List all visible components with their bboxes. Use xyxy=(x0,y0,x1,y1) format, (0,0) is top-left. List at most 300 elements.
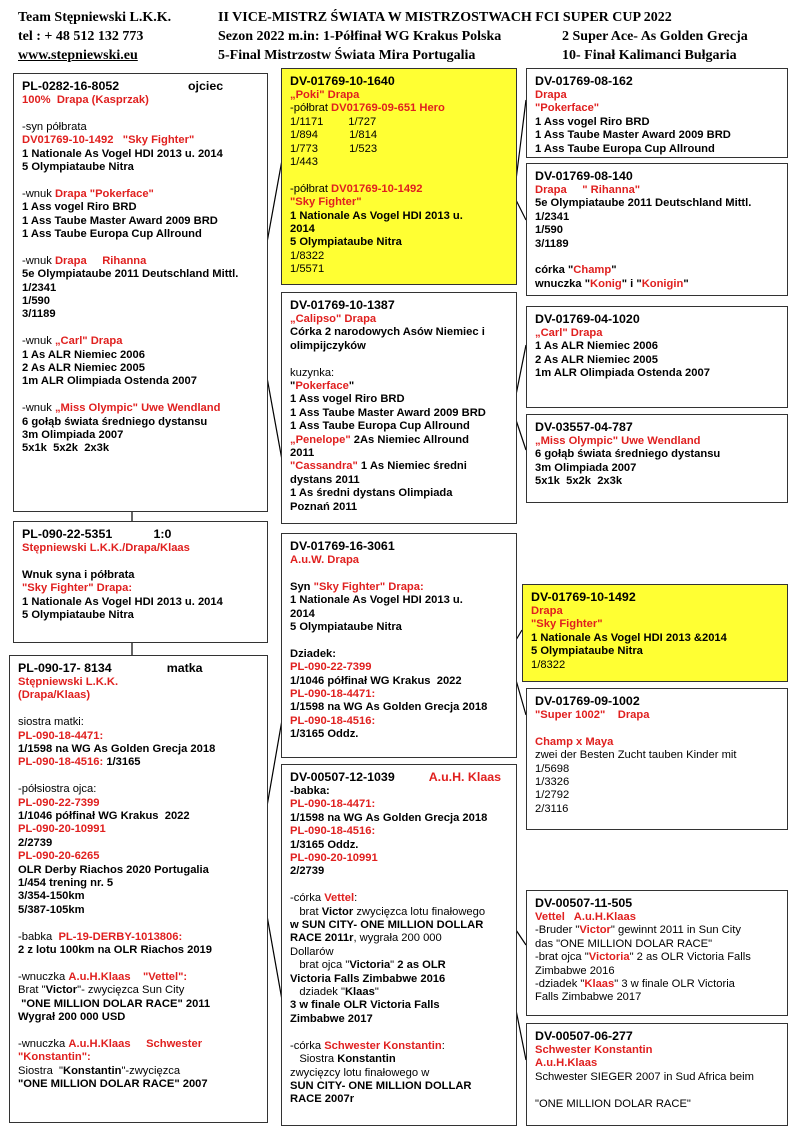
line-text: 6 gołąb świata średniego dystansu xyxy=(22,415,208,428)
card-line xyxy=(531,605,779,618)
line-text: 6 gołąb świata średniego dystansu xyxy=(535,448,721,461)
line-text: Siostra xyxy=(290,1053,338,1066)
line-text: 1/773 1/523 xyxy=(290,142,378,155)
grandmother-calipso-card xyxy=(281,292,517,524)
card-line xyxy=(535,763,779,776)
card-line xyxy=(18,850,259,863)
line-text: " gewinnt 2011 in Sun City xyxy=(610,924,741,937)
line-text: Konstantin xyxy=(63,1064,122,1077)
card-line xyxy=(535,965,779,978)
card-line xyxy=(18,1025,259,1038)
highlight-text: „Carl" Drapa xyxy=(535,327,603,339)
card-line xyxy=(535,354,779,367)
line-text: -półbrat xyxy=(290,102,332,115)
great-grandparent-carl-card xyxy=(526,306,788,408)
line-text: 5x1k 5x2k 2x3k xyxy=(535,475,623,488)
line-text: DV-00507-12-1039 xyxy=(290,770,429,784)
line-text: -brat ojca " xyxy=(535,951,589,964)
line-text: Poznań 2011 xyxy=(290,500,358,513)
card-line xyxy=(22,375,259,388)
card-line xyxy=(290,770,508,785)
line-text: 2 z lotu 100km na OLR Riachos 2019 xyxy=(18,944,212,957)
highlight-text: A.u.H.Klaas "Vettel": xyxy=(68,970,188,983)
card-line xyxy=(535,211,779,224)
line-text: kuzynka: xyxy=(290,366,335,379)
line-text: 1 Nationale As Vogel HDI 2013 u. xyxy=(290,594,463,607)
card-line xyxy=(18,864,259,877)
line-text: DV-01769-08-162 xyxy=(535,74,633,88)
line-text: , wygrała 200 000 xyxy=(353,932,442,945)
card-line xyxy=(18,971,259,984)
card-line xyxy=(535,340,779,353)
line-text: dziadek " xyxy=(290,986,345,999)
highlight-text: "Sky Fighter" xyxy=(290,196,362,209)
card-line xyxy=(290,906,508,919)
card-line xyxy=(290,839,508,852)
great-grandparent-rihanna-card xyxy=(526,163,788,296)
mother-card xyxy=(9,655,268,1123)
line-text: wnuczka " xyxy=(535,277,591,290)
card-line xyxy=(290,554,508,567)
card-line xyxy=(22,362,259,375)
card-line xyxy=(290,1026,508,1039)
card-line xyxy=(535,938,779,951)
card-line xyxy=(535,951,779,964)
card-line xyxy=(535,448,779,461)
card-line xyxy=(18,890,259,903)
line-text: : xyxy=(441,1039,445,1052)
card-line xyxy=(535,924,779,937)
card-line xyxy=(290,701,508,714)
highlight-text: Champ x Maya xyxy=(535,735,614,748)
subject-bird-card xyxy=(13,521,268,643)
line-text: -Bruder " xyxy=(535,924,580,937)
line-text: : xyxy=(354,892,358,905)
line-text: 1 Ass vogel Riro BRD xyxy=(290,393,405,406)
card-line xyxy=(290,1013,508,1026)
line-text: 1/1046 półfinał WG Krakus 2022 xyxy=(18,810,190,823)
card-line xyxy=(290,567,508,580)
highlight-text: Drapa Rihanna xyxy=(54,254,147,267)
card-line xyxy=(290,407,508,420)
website-link[interactable]: www.stepniewski.eu xyxy=(18,48,138,63)
card-line xyxy=(18,661,259,676)
line-text: DV-03557-04-787 xyxy=(535,420,633,434)
highlight-text: "Super 1002" Drapa xyxy=(535,709,650,721)
card-line xyxy=(531,618,779,631)
card-line xyxy=(535,116,779,129)
line-text: DV-00507-11-505 xyxy=(535,896,633,910)
line-text: Falls Zimbabwe 2017 xyxy=(535,991,642,1004)
card-line xyxy=(290,380,508,393)
telephone: tel : + 48 512 132 773 xyxy=(18,29,144,44)
line-text: 1 Ass Taube Master Award 2009 BRD xyxy=(535,129,731,142)
card-line xyxy=(535,184,779,197)
line-text: Siostra " xyxy=(18,1064,64,1077)
line-text: Victor xyxy=(45,984,78,997)
line-text: 1/1598 na WG As Golden Grecja 2018 xyxy=(290,811,488,824)
card-line xyxy=(535,736,779,749)
card-line xyxy=(22,596,259,609)
highlight-text: PL-090-18-4516: xyxy=(18,756,107,769)
line-text: Klaas xyxy=(344,986,375,999)
card-line xyxy=(535,694,779,709)
line-text: " xyxy=(390,959,398,972)
line-text: 1 As ALR Niemiec 2006 xyxy=(22,348,145,361)
highlight-text: Pokerface xyxy=(295,380,349,393)
card-line xyxy=(290,298,508,313)
line-text: " xyxy=(683,277,689,290)
line-text: 5e Olympiataube 2011 Deutschland Mittl. xyxy=(22,268,239,281)
card-line xyxy=(290,648,508,661)
card-line xyxy=(290,420,508,433)
card-line xyxy=(290,539,508,554)
card-line xyxy=(22,241,259,254)
highlight-text: Drapa xyxy=(535,89,567,101)
highlight-text: 100% Drapa (Kasprzak) xyxy=(22,94,149,106)
line-text: 1 Ass Taube Europa Cup Allround xyxy=(535,142,715,155)
card-line xyxy=(535,1029,779,1044)
card-line xyxy=(22,201,259,214)
line-text: " 2 as OLR Victoria Falls xyxy=(629,951,751,964)
line-text: 2011 xyxy=(290,447,315,460)
line-text: 1 Ass vogel Riro BRD xyxy=(535,115,650,128)
card-line xyxy=(22,335,259,348)
highlight-text: „Carl" Drapa xyxy=(54,335,123,348)
line-text: Brat " xyxy=(18,984,46,997)
highlight-text: "Sky Fighter" xyxy=(531,618,603,631)
line-text: 1/2341 xyxy=(535,210,570,223)
line-text: DV-01769-04-1020 xyxy=(535,312,640,326)
highlight-text: Vettel xyxy=(324,892,355,905)
line-text: Dziadek: xyxy=(290,647,337,660)
highlight-text: Drapa xyxy=(531,605,563,617)
card-line xyxy=(290,594,508,607)
line-text: 1 Nationale As Vogel HDI 2013 &2014 xyxy=(531,631,727,644)
line-text: Zimbabwe 2017 xyxy=(290,1012,373,1025)
card-line xyxy=(22,107,259,120)
card-line xyxy=(290,129,508,142)
card-line xyxy=(290,143,508,156)
card-line xyxy=(535,278,779,291)
line-text: Dollarów xyxy=(290,945,334,958)
card-line xyxy=(535,462,779,475)
line-text: 2/2739 xyxy=(290,865,325,878)
card-line xyxy=(535,420,779,435)
card-line xyxy=(22,121,259,134)
line-text: 5 Olympiataube Nitra xyxy=(290,236,402,249)
card-line xyxy=(22,582,259,595)
highlight-text: A.u.H. Klaas xyxy=(428,770,501,784)
card-line xyxy=(18,931,259,944)
line-text: zwei der Besten Zucht tauben Kinder mit xyxy=(535,749,737,762)
father-card xyxy=(13,73,268,512)
card-line xyxy=(22,188,259,201)
line-text: -syn półbrata xyxy=(22,120,87,133)
card-line xyxy=(22,527,259,542)
card-line xyxy=(290,460,508,473)
card-line xyxy=(18,703,259,716)
card-line xyxy=(18,756,259,769)
card-line xyxy=(290,340,508,353)
card-line xyxy=(290,263,508,276)
card-line xyxy=(290,487,508,500)
card-line xyxy=(18,998,259,1011)
card-line xyxy=(18,1065,259,1078)
highlight-text: „Calipso" Drapa xyxy=(290,313,377,325)
card-line xyxy=(18,904,259,917)
card-line xyxy=(535,1084,779,1097)
line-text: Konstantin xyxy=(337,1053,396,1066)
line-text: 1 Nationale As Vogel HDI 2013 u. 2014 xyxy=(22,147,223,160)
highlight-text: PL-090-18-4516: xyxy=(290,825,376,838)
card-line xyxy=(18,877,259,890)
line-text: -wnuczka xyxy=(18,970,69,983)
highlight-text: Stępniewski L.K.K./Drapa/Klaas xyxy=(22,542,190,554)
card-line xyxy=(535,911,779,924)
line-text: Victor xyxy=(321,905,354,918)
great-grandparent-konstantin-card xyxy=(526,1023,788,1126)
card-line xyxy=(22,174,259,187)
card-line xyxy=(290,675,508,688)
highlight-text: „Miss Olympic" Uwe Wendland xyxy=(54,402,221,415)
line-text: 1/590 xyxy=(535,224,563,237)
line-text: 1 Ass Taube Europa Cup Allround xyxy=(22,228,202,241)
card-line xyxy=(18,810,259,823)
card-line xyxy=(535,251,779,264)
card-line xyxy=(290,156,508,169)
highlight-text: „Miss Olympic" Uwe Wendland xyxy=(535,435,701,447)
line-text: 1/3165 Oddz. xyxy=(290,838,359,851)
line-text: " xyxy=(290,380,296,393)
line-text: 2 As ALR Niemiec 2005 xyxy=(22,362,145,375)
card-line xyxy=(290,688,508,701)
highlight-text: "Pokerface" xyxy=(535,102,600,115)
line-text: 3 w finale OLR Victoria Falls xyxy=(290,999,440,1012)
line-text: -wnuk xyxy=(22,402,55,415)
card-line xyxy=(290,102,508,115)
line-text: 1/1598 na WG As Golden Grecja 2018 xyxy=(18,743,216,756)
line-text: DV-01769-10-1492 xyxy=(531,590,636,604)
card-line xyxy=(535,435,779,448)
highlight-text: PL-19-DERBY-1013806: xyxy=(58,930,183,943)
line-text: 1 As średni dystans Olimpiada xyxy=(290,487,453,500)
line-text: 2014 xyxy=(290,607,315,620)
card-line xyxy=(18,944,259,957)
highlight-text: PL-090-20-10991 xyxy=(290,852,378,865)
line-text: 1/894 1/814 xyxy=(290,129,378,142)
line-text: " xyxy=(611,264,617,277)
card-line xyxy=(290,313,508,326)
card-line xyxy=(535,74,779,89)
highlight-text: DV01769-09-651 Hero xyxy=(331,102,445,115)
highlight-text: Victor xyxy=(579,924,611,937)
card-line xyxy=(535,264,779,277)
line-text: zwycięzcy lotu finałowego w xyxy=(290,1066,430,1079)
line-text: " 3 w finale OLR Victoria xyxy=(614,978,735,991)
line-text: "ONE MILLION DOLAR RACE" xyxy=(535,1097,691,1110)
line-text: 3m Olimpiada 2007 xyxy=(22,429,124,442)
line-text: PL-0282-16-8052 ojciec xyxy=(22,79,224,93)
card-line xyxy=(22,442,259,455)
card-line xyxy=(22,134,259,147)
great-grandparent-vettel-card xyxy=(526,890,788,1016)
line-text: 1 Ass Taube Europa Cup Allround xyxy=(290,420,470,433)
line-text: 5e Olympiataube 2011 Deutschland Mittl. xyxy=(535,197,752,210)
highlight-text: PL-090-18-4471: xyxy=(290,798,376,811)
highlight-text: DV01769-10-1492 "Sky Fighter" xyxy=(22,134,195,147)
card-line xyxy=(535,327,779,340)
highlight-text: A.u.H.Klaas xyxy=(535,1057,598,1070)
card-line xyxy=(290,621,508,634)
card-line xyxy=(18,1078,259,1091)
card-line xyxy=(290,728,508,741)
highlight-text: Drapa " Rihanna" xyxy=(535,184,641,196)
card-line xyxy=(22,429,259,442)
line-text: 1m ALR Olimpiada Ostenda 2007 xyxy=(535,367,710,380)
card-line xyxy=(290,932,508,945)
line-text: córka " xyxy=(535,264,574,277)
line-text: 2/3116 xyxy=(535,802,569,815)
card-line xyxy=(535,1098,779,1111)
card-line xyxy=(18,1011,259,1024)
highlight-text: Vettel A.u.H.Klaas xyxy=(535,911,636,923)
card-line xyxy=(535,709,779,722)
line-text: -półbrat xyxy=(290,182,332,195)
highlight-text: „Penelope" xyxy=(290,433,351,446)
card-line xyxy=(22,295,259,308)
line-text: OLR Derby Riachos 2020 Portugalia xyxy=(18,863,209,876)
team-name: Team Stępniewski L.K.K. xyxy=(18,10,172,25)
line-text: 1/8322 xyxy=(531,658,566,671)
card-line xyxy=(22,148,259,161)
line-text: 2As Niemiec Allround xyxy=(350,433,469,446)
line-text: 1/2792 xyxy=(535,789,570,802)
great-grandparent-miss-olympic-card xyxy=(526,414,788,503)
line-text: PL-090-22-5351 1:0 xyxy=(22,527,172,541)
line-text: 3/354-150km xyxy=(18,890,85,903)
card-line xyxy=(290,879,508,892)
line-text: "-zwycięzca xyxy=(121,1064,181,1077)
card-line xyxy=(535,978,779,991)
card-line xyxy=(535,789,779,802)
line-text: 1/5698 xyxy=(535,762,570,775)
card-line xyxy=(22,161,259,174)
highlight-text: DV01769-10-1492 xyxy=(331,182,423,195)
line-text: 1/1171 1/727 xyxy=(290,115,377,128)
card-line xyxy=(535,143,779,156)
card-line xyxy=(290,825,508,838)
card-line xyxy=(290,474,508,487)
card-line xyxy=(290,715,508,728)
line-text: 1 Ass vogel Riro BRD xyxy=(22,201,137,214)
card-line xyxy=(18,917,259,930)
card-line xyxy=(22,94,259,107)
line-text: siostra matki: xyxy=(18,716,84,729)
card-line xyxy=(290,1040,508,1053)
line-text: -dziadek " xyxy=(535,978,585,991)
line-text: 1/443 xyxy=(290,156,318,169)
line-text: -córka xyxy=(290,1039,325,1052)
card-line xyxy=(535,1057,779,1070)
line-text: -babka xyxy=(18,930,59,943)
line-text: RACE 2011r xyxy=(290,932,354,945)
highlight-text: Victoria xyxy=(588,951,630,964)
line-text: 3m Olimpiada 2007 xyxy=(535,461,637,474)
card-line xyxy=(290,326,508,339)
card-line xyxy=(22,609,259,622)
line-text: -babka: xyxy=(290,785,330,797)
card-line xyxy=(290,812,508,825)
line-text: 1 Nationale As Vogel HDI 2013 u. xyxy=(290,209,463,222)
line-text: -wnuczka xyxy=(18,1037,69,1050)
card-line xyxy=(290,785,508,798)
card-line xyxy=(290,353,508,366)
line-text: 2014 xyxy=(290,223,315,236)
great-grandparent-sky-fighter-card xyxy=(522,584,788,682)
card-line xyxy=(18,1038,259,1051)
card-line xyxy=(22,402,259,415)
card-line xyxy=(290,236,508,249)
card-line xyxy=(22,228,259,241)
card-line xyxy=(535,1071,779,1084)
line-text: RACE 2007r xyxy=(290,1093,355,1106)
line-text: 1/1598 na WG As Golden Grecja 2018 xyxy=(290,701,488,714)
line-text: "ONE MILLION DOLAR RACE" 2011 xyxy=(18,997,211,1010)
highlight-text: Konigin xyxy=(641,277,684,290)
card-line xyxy=(535,722,779,735)
season-result-3: 5-Final Mistrzostw Świata Mira Portugalia xyxy=(218,48,476,63)
line-text: -półsiostra ojca: xyxy=(18,783,97,796)
card-line xyxy=(18,689,259,702)
card-line xyxy=(290,1067,508,1080)
card-line xyxy=(18,730,259,743)
card-line xyxy=(290,1080,508,1093)
season-result-4: 10- Finał Kalimanci Bułgaria xyxy=(562,48,737,63)
card-line xyxy=(290,634,508,647)
card-line xyxy=(535,367,779,380)
great-grandparent-super-1002-card xyxy=(526,688,788,830)
line-text: 5 Olympiataube Nitra xyxy=(290,621,402,634)
line-text: " xyxy=(348,380,355,393)
line-text: 1/5571 xyxy=(290,263,325,276)
line-text: 1 As Niemiec średni xyxy=(357,460,467,473)
line-text: 5 Olympiataube Nitra xyxy=(531,645,643,658)
card-line xyxy=(290,447,508,460)
card-line xyxy=(290,798,508,811)
highlight-text: Drapa "Pokerface" xyxy=(54,187,154,200)
line-text: 1m ALR Olimpiada Ostenda 2007 xyxy=(22,375,197,388)
card-line xyxy=(535,803,779,816)
card-line xyxy=(22,268,259,281)
card-line xyxy=(535,169,779,184)
line-text: Wygrał 200 000 USD xyxy=(18,1011,126,1024)
card-line xyxy=(535,1044,779,1057)
card-line xyxy=(18,797,259,810)
card-line xyxy=(290,973,508,986)
line-text: DV-01769-08-140 xyxy=(535,169,633,183)
card-line xyxy=(290,210,508,223)
line-text: 3/1189 xyxy=(22,308,56,321)
highlight-text: A.u.W. Drapa xyxy=(290,554,359,566)
card-line xyxy=(290,183,508,196)
line-text: 1/3165 Oddz. xyxy=(290,728,359,741)
line-text: Victoria Falls Zimbabwe 2016 xyxy=(290,972,446,985)
highlight-text: PL-090-18-4471: xyxy=(290,688,376,701)
line-text: 1 Ass Taube Master Award 2009 BRD xyxy=(290,406,486,419)
highlight-text: "Sky Fighter" Drapa: xyxy=(313,580,424,593)
card-line xyxy=(22,79,259,94)
